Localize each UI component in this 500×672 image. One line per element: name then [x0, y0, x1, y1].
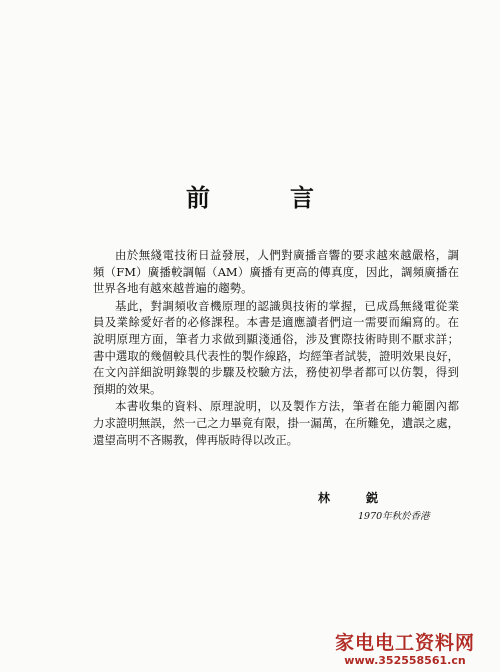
- paragraph-1: [93, 247, 459, 297]
- text-line: 預期的效果。: [93, 381, 162, 396]
- author-signature: 林 鋭: [318, 491, 391, 505]
- watermark: [310, 632, 500, 672]
- text-line: 員及業餘愛好者的必修課程。本書是適應讀者們這一需要而編寫的。在: [93, 315, 459, 330]
- text-line: 還望高明不吝賜教，俾再版時得以改正。: [93, 432, 299, 447]
- text-line: 由於無綫電技術日益發展，人們對廣播音響的要求越來越嚴格，調: [115, 248, 459, 262]
- text-line: 基此，對調頻收音機原理的認識與技術的掌握，已成爲無綫電從業: [115, 298, 459, 313]
- text-line: 力求證明無誤，然一己之力畢竟有限，掛一漏萬，在所難免，遺誤之處，: [93, 415, 459, 430]
- text-line: 頻（FM）廣播較調幅（AM）廣播有更高的傳真度，因此，調頻廣播在: [93, 264, 459, 279]
- paragraph-2: [93, 298, 459, 398]
- text-line: 世界各地有越來越普遍的趨勢。: [93, 281, 253, 296]
- paragraph-3: [93, 398, 459, 448]
- text-line: 本書收集的資料、原理說明，以及製作方法，筆者在能力範圍內都: [115, 399, 459, 414]
- date-place: 1970年秋於香港: [358, 511, 430, 522]
- preface-body: [93, 247, 459, 449]
- page-title: 前 言: [186, 183, 342, 212]
- watermark-url: www.352558561.cn: [344, 654, 466, 667]
- text-line: 說明原理方面，筆者力求做到顯淺通俗，涉及實際技術時則不厭求詳；: [93, 331, 459, 346]
- watermark-title: 家电电工资料网: [334, 632, 475, 654]
- text-line: 書中選取的幾個較具代表性的製作線路，均經筆者試裝，證明效果良好，: [93, 348, 459, 363]
- text-line: 在文內詳細說明錄製的步驟及校驗方法，務使初學者都可以仿製，得到: [93, 365, 459, 380]
